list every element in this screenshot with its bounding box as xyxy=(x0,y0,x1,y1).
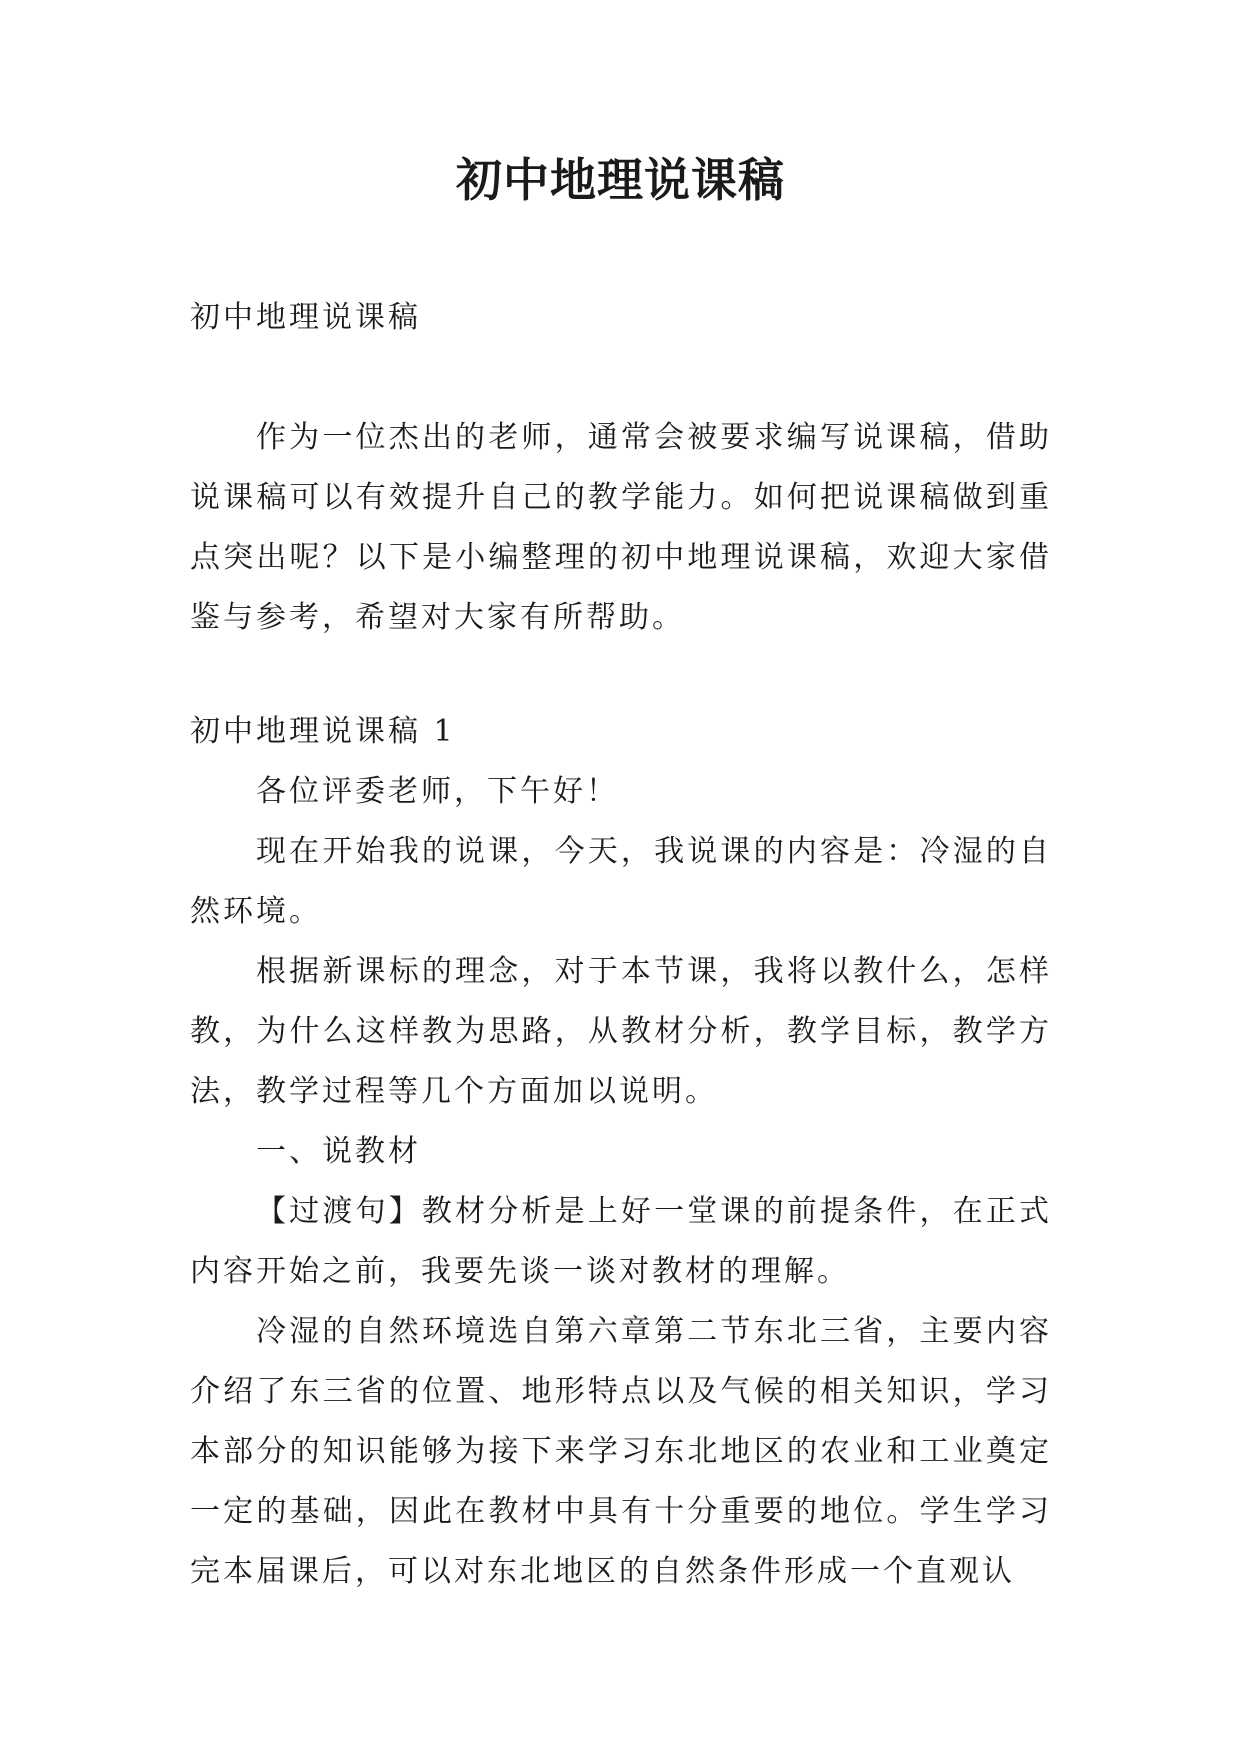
topic-paragraph: 现在开始我的说课，今天，我说课的内容是：冷湿的自然环境。 xyxy=(190,834,1052,929)
textbook-paragraph: 冷湿的自然环境选自第六章第二节东北三省，主要内容介绍了东三省的位置、地形特点以及气候的相关知识，学习本部分的知识能够为接下来学习东北地区的农业和工业奠定一定的基础，因此在教材中具有十分重要的地位。学生学习完本届课后，可以对东北地区的自然条件形成一个直观认 xyxy=(190,1314,1052,1589)
part-one-heading: 一、说教材 xyxy=(256,1134,421,1169)
intro-paragraph: 作为一位杰出的老师，通常会被要求编写说课稿，借助说课稿可以有效提升自己的教学能力。如何把说课稿做到重点突出呢？以下是小编整理的初中地理说课稿，欢迎大家借鉴与参考，希望对大家有所帮助。 xyxy=(190,420,1052,635)
greeting-paragraph: 各位评委老师，下午好！ xyxy=(256,774,619,809)
document-title: 初中地理说课稿 xyxy=(456,153,785,207)
document-subtitle: 初中地理说课稿 xyxy=(190,300,421,335)
basis-paragraph: 根据新课标的理念，对于本节课，我将以教什么，怎样教，为什么这样教为思路，从教材分析，教学目标，教学方法，教学过程等几个方面加以说明。 xyxy=(190,954,1052,1109)
transition-paragraph: 【过渡句】教材分析是上好一堂课的前提条件，在正式内容开始之前，我要先谈一谈对教材的理解。 xyxy=(190,1194,1052,1289)
section-heading: 初中地理说课稿 1 xyxy=(190,714,456,749)
